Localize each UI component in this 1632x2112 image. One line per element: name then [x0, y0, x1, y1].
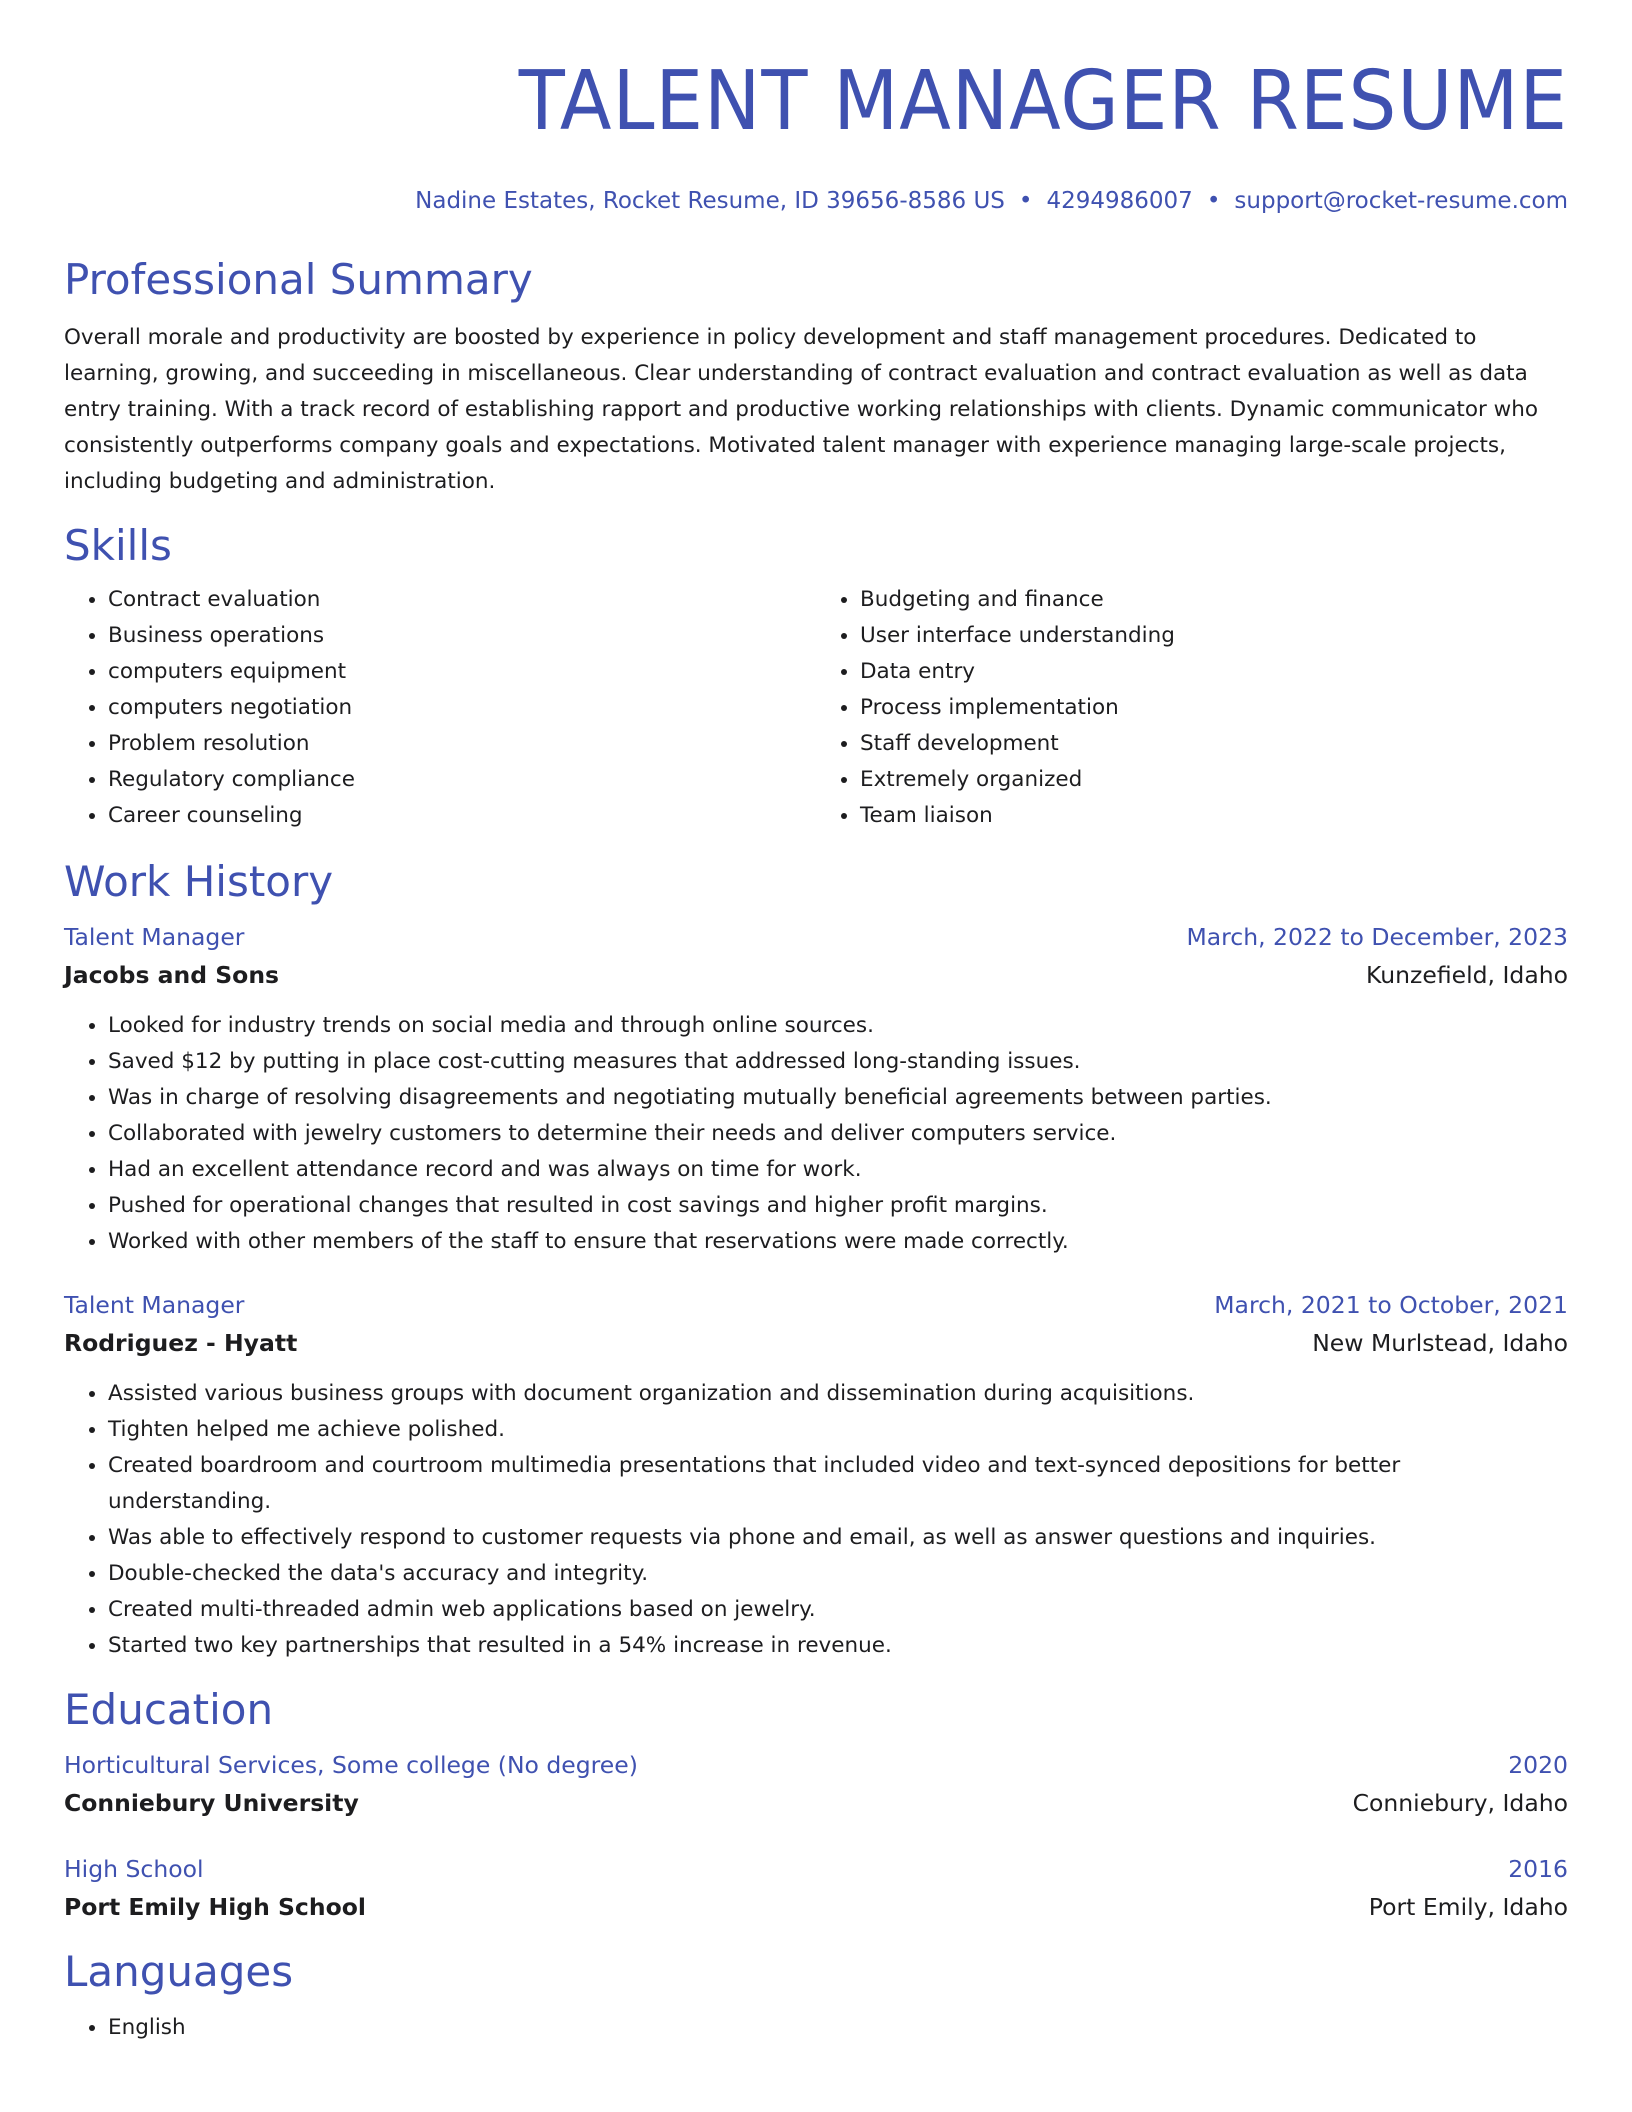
job-bullet: • Assisted various business groups with document organization and dissemination during acquisitions.	[108, 1376, 1568, 1412]
job-title: Talent Manager	[64, 1291, 245, 1319]
job-bullet: • Tighten helped me achieve polished.	[108, 1412, 1568, 1448]
job-company-row	[64, 956, 1568, 994]
education-year: 2016	[1508, 1855, 1568, 1883]
skill-item: • Process implementation	[860, 690, 1568, 726]
job-bullet: • Pushed for operational changes that resulted in cost savings and higher profit margins.	[108, 1188, 1568, 1224]
education-location: Conniebury, Idaho	[1352, 1789, 1568, 1817]
education-school: Port Emily High School	[64, 1893, 366, 1921]
languages-section	[64, 1946, 1568, 2046]
education-entry	[64, 1746, 1568, 1822]
job-header	[64, 918, 1568, 956]
education-location: Port Emily, Idaho	[1368, 1893, 1568, 1921]
contact-email: support@rocket-resume.com	[1234, 188, 1568, 214]
languages-list	[64, 2010, 1568, 2046]
job-entry	[64, 918, 1568, 1260]
work-history-section	[64, 856, 1568, 1664]
skill-item: • Data entry	[860, 654, 1568, 690]
skills-heading: Skills	[64, 521, 172, 570]
contact-separator: •	[1018, 188, 1033, 214]
job-dates: March, 2021 to October, 2021	[1214, 1291, 1568, 1319]
resume-title: TALENT MANAGER RESUME	[518, 54, 1568, 149]
education-school-row	[64, 1888, 1568, 1926]
skills-section	[64, 520, 1568, 834]
job-company: Jacobs and Sons	[64, 961, 280, 989]
languages-heading: Languages	[64, 1947, 294, 1996]
job-bullet: • Looked for industry trends on social media and through online sources.	[108, 1008, 1568, 1044]
summary-text: Overall morale and productivity are boosted by experience in policy development and staff management procedures. Dedicated to learning, growing, and succeeding in miscellaneous. Clear understanding of contract evaluation and contract evaluation as well as data entry training. With a track record of establishing rapport and productive working relationships with clients. Dynamic communicator who consistently outperforms company goals and expectations. Motivated talent manager with experience managing large-scale projects, including budgeting and administration.	[64, 325, 1539, 494]
job-bullet: • Had an excellent attendance record and was always on time for work.	[108, 1152, 1568, 1188]
job-bullet: • Was able to effectively respond to customer requests via phone and email, as well as answer questions and inquiries.	[108, 1520, 1568, 1556]
job-bullet: • Created boardroom and courtroom multimedia presentations that included video and text-synced depositions for better understanding.	[108, 1448, 1568, 1520]
education-school-row	[64, 1784, 1568, 1822]
job-company: Rodriguez - Hyatt	[64, 1329, 298, 1357]
education-section	[64, 1684, 1568, 1926]
job-bullet: • Saved $12 by putting in place cost-cutting measures that addressed long-standing issues.	[108, 1044, 1568, 1080]
skill-item: • Contract evaluation	[108, 582, 816, 618]
education-heading: Education	[64, 1685, 274, 1734]
education-degree: High School	[64, 1855, 204, 1883]
job-bullet: • Created multi-threaded admin web applications based on jewelry.	[108, 1592, 1568, 1628]
job-bullet: • Double-checked the data's accuracy and integrity.	[108, 1556, 1568, 1592]
education-header	[64, 1850, 1568, 1888]
job-bullet: • Started two key partnerships that resulted in a 54% increase in revenue.	[108, 1628, 1568, 1664]
job-bullets	[64, 1008, 1568, 1260]
contact-separator: •	[1206, 188, 1221, 214]
contact-address: Nadine Estates, Rocket Resume, ID 39656-8586 US	[415, 188, 1005, 214]
job-location: Kunzefield, Idaho	[1366, 961, 1568, 989]
job-header	[64, 1286, 1568, 1324]
job-entry	[64, 1286, 1568, 1664]
skills-columns	[64, 582, 1568, 834]
education-school: Conniebury University	[64, 1789, 359, 1817]
job-title: Talent Manager	[64, 923, 245, 951]
job-bullets	[64, 1376, 1568, 1664]
education-header	[64, 1746, 1568, 1784]
summary-heading: Professional Summary	[64, 255, 533, 304]
job-location: New Murlstead, Idaho	[1312, 1329, 1568, 1357]
skill-item: • Budgeting and finance	[860, 582, 1568, 618]
language-item: • English	[108, 2010, 1568, 2046]
skill-item: • Extremely organized	[860, 762, 1568, 798]
education-degree: Horticultural Services, Some college (No degree)	[64, 1751, 638, 1779]
skill-item: • Business operations	[108, 618, 816, 654]
work-history-heading: Work History	[64, 857, 334, 906]
skills-list-right	[816, 582, 1568, 834]
skill-item: • Regulatory compliance	[108, 762, 816, 798]
education-year: 2020	[1508, 1751, 1568, 1779]
contact-phone: 4294986007	[1046, 188, 1193, 214]
skill-item: • Team liaison	[860, 798, 1568, 834]
job-bullet: • Worked with other members of the staff to ensure that reservations were made correctly.	[108, 1224, 1568, 1260]
skill-item: • Staff development	[860, 726, 1568, 762]
skill-item: • Career counseling	[108, 798, 816, 834]
skill-item: • computers negotiation	[108, 690, 816, 726]
job-bullet: • Was in charge of resolving disagreements and negotiating mutually beneficial agreements between parties.	[108, 1080, 1568, 1116]
job-bullet: • Collaborated with jewelry customers to determine their needs and deliver computers service.	[108, 1116, 1568, 1152]
skill-item: • Problem resolution	[108, 726, 816, 762]
job-dates: March, 2022 to December, 2023	[1186, 923, 1568, 951]
education-entry	[64, 1850, 1568, 1926]
skill-item: • computers equipment	[108, 654, 816, 690]
job-company-row	[64, 1324, 1568, 1362]
skills-list-left	[64, 582, 816, 834]
summary-section	[64, 254, 1568, 500]
contact-line	[64, 186, 1568, 216]
skill-item: • User interface understanding	[860, 618, 1568, 654]
